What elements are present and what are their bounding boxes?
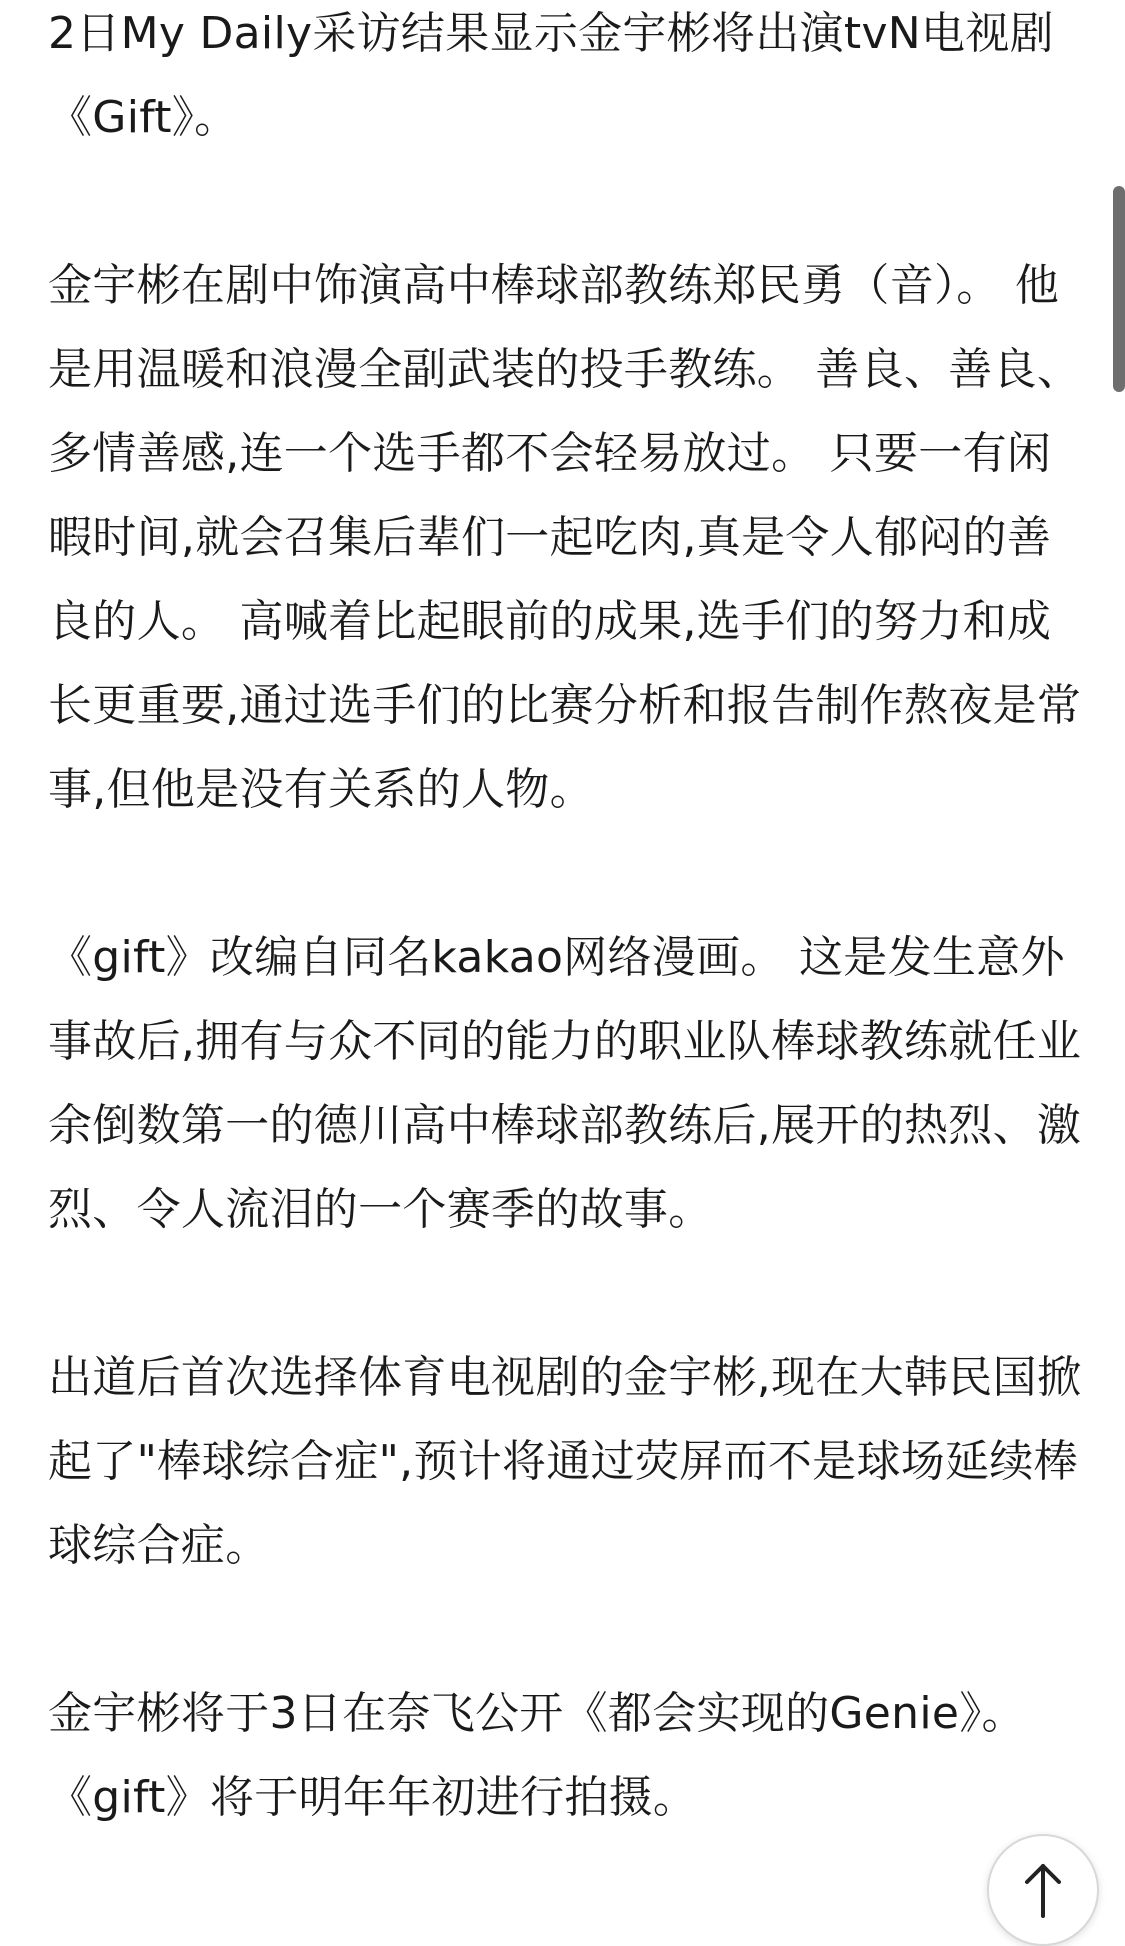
article-body xyxy=(48,0,1088,1840)
article-paragraph: 2日My Daily采访结果显示金宇彬将出演tvN电视剧《Gift》。 xyxy=(48,8,1054,143)
article-paragraph: 《gift》改编自同名kakao网络漫画。 这是发生意外事故后,拥有与众不同的能力的职业队棒球教练就任业余倒数第一的德川高中棒球部教练后,展开的热烈、激烈、令人流泪的一个赛季的故事。 xyxy=(48,932,1082,1235)
article-paragraph: 金宇彬将于3日在奈飞公开《都会实现的Genie》。 《gift》将于明年年初进行拍摄。 xyxy=(48,1688,1026,1823)
article-paragraph: 金宇彬在剧中饰演高中棒球部教练郑民勇（音）。 他是用温暖和浪漫全副武装的投手教练。 善良、善良、多情善感,连一个选手都不会轻易放过。 只要一有闲暇时间,就会召集后辈们一起吃肉,真是令人郁闷的善良的人。 高喊着比起眼前的成果,选手们的努力和成长更重要,通过选手们的比赛分析和报告制作熬夜是常事,但他是没有关系的人物。 xyxy=(48,260,1082,815)
article-paragraph: 出道后首次选择体育电视剧的金宇彬,现在大韩民国掀起了"棒球综合症",预计将通过荧屏而不是球场延续棒球综合症。 xyxy=(48,1352,1082,1571)
arrow-up-icon xyxy=(1021,1862,1065,1918)
scrollbar-thumb[interactable] xyxy=(1113,186,1125,392)
scroll-to-top-button[interactable] xyxy=(987,1834,1099,1946)
